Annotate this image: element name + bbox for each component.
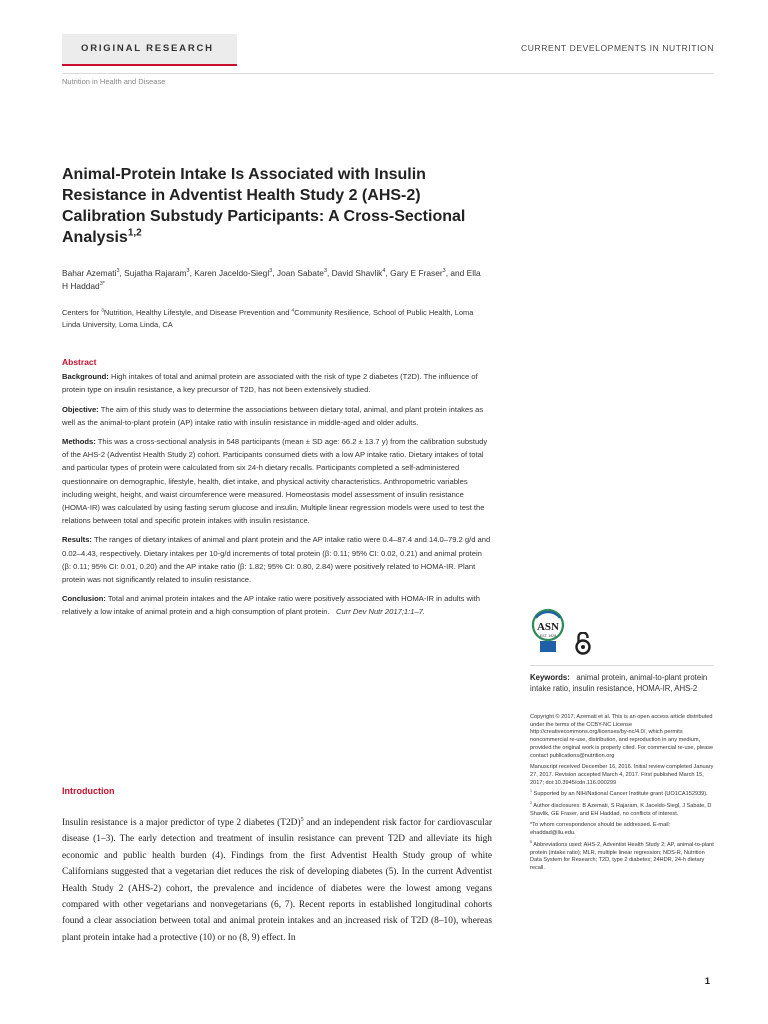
sidebar-notes — [530, 714, 714, 877]
author-separator: , — [385, 268, 391, 278]
introduction-heading: Introduction — [62, 786, 115, 796]
author-affiliation-mark: 3 — [186, 268, 190, 275]
article-title: Animal-Protein Intake Is Associated with Insulin Resistance in Adventist Health Study 2 (AHS-2) Calibration Substudy Participants: A Cross-Sectional Analysis$^{1,2}$ — [62, 166, 466, 246]
author-name: Ella H Haddad — [62, 268, 481, 291]
author-name: Joan Sabate — [276, 268, 324, 278]
author-separator: , — [119, 268, 125, 278]
author-affiliation-mark: 3 — [442, 268, 446, 275]
header-divider — [62, 73, 714, 74]
open-access-icon — [570, 632, 596, 656]
author-name: Karen Jaceldo-Siegl — [194, 268, 270, 278]
sidebar-divider — [530, 665, 714, 666]
abstract — [62, 356, 492, 625]
subject-category: Nutrition in Health and Disease — [62, 77, 166, 86]
author-affiliation-mark: 4 — [382, 268, 386, 275]
author-name: Gary E Fraser — [390, 268, 443, 278]
journal-name: CURRENT DEVELOPMENTS IN NUTRITION — [521, 43, 714, 53]
svg-text:EST. 1928: EST. 1928 — [539, 634, 557, 638]
author-affiliation-mark: 3 — [269, 268, 273, 275]
citation: Curr Dev Nutr 2017;1:1–7. — [335, 607, 426, 617]
author-affiliation-mark: 3 — [323, 268, 327, 275]
author-name: Sujatha Rajaram — [124, 268, 187, 278]
author-name: Bahar Azemati — [62, 268, 117, 278]
asn-logo — [531, 608, 565, 654]
abstract-conclusion: Conclusion: Total and animal protein intakes and the AP intake ratio were positively associated with HOMA-IR in adults with relatively a low intake of animal protein and a high consumption of plant protein. Curr Dev Nutr 2017;1:1–7. — [62, 594, 481, 617]
abstract-background: Background: High intakes of total and animal protein are associated with the risk of type 2 diabetes (T2D). The influence of protein type on insulin resistance, a key precursor of T2D, has not been extensively studied. — [62, 372, 478, 395]
author-separator: , and — [445, 268, 467, 278]
affiliations: Centers for $^3$Nutrition, Healthy Lifestyle, and Disease Prevention and $^4$Community Resilience, School of Public Health, Loma Linda University, Loma Linda, CA — [62, 308, 474, 329]
manuscript-dates: Manuscript received December 16, 2016. Initial review completed January 27, 2017. Revision accepted March 4, 2017. First published March 15, 2017; doi:10.3945/cdn.116.000299 — [530, 764, 714, 786]
author-separator: , — [189, 268, 195, 278]
article-type-label: ORIGINAL RESEARCH — [62, 34, 237, 66]
copyright-notice: Copyright © 2017, Azemati et al. This is an open access article distributed under the terms of the CCBY-NC License http://creativecommons.org/licenses/by-nc/4.0/, which permits noncommercial re-use, distribution, and reproduction in any medium, provided the original work is properly cited. For commercial re-use, please contact publications@nutrition.org — [530, 714, 714, 759]
abstract-heading: Abstract — [62, 357, 97, 367]
title-footnote-marks: 1,2 — [127, 227, 142, 239]
page-number: 1 — [704, 976, 710, 987]
footnote-5: $^5$ Abbreviations used: AHS-2, Adventist Health Study 2; AP, animal-to-plant protein (intake ratio); MLR, multiple linear regression; NDS-R, Nutrition Data System for Research; T2D, type 2 diabetes; 24HDR, 24-h dietary recall. — [530, 839, 714, 871]
correspondence: *To whom correspondence should be addressed. E-mail: ehaddad@llu.edu. — [530, 822, 671, 837]
svg-text:ASN: ASN — [536, 621, 560, 633]
abstract-objective: Objective: The aim of this study was to determine the associations between dietary total, animal, and plant protein intakes as well as the animal-to-plant protein (AP) intake ratio with insulin resistance in middle-aged and older adults. — [62, 404, 484, 427]
footnote-1: $^1$ Supported by an NIH/National Cancer Institute grant (UO1CA152939). — [530, 789, 708, 798]
introduction-paragraph: Insulin resistance is a major predictor of type 2 diabetes $(T2D)^5$ and an independent risk factor for cardiovascular disease (1–3). The early detection and treatment of insulin resistance can prevent T2D and alleviate its high economic and public health burden (4). Findings from the first Adventist Health Study group of white Californians suggested that a vegetarian diet reduces the risk of developing diabetes (5). In the current Adventist Health Study 2 (AHS-2) cohort, the prevalence and incidence of diabetes were the lowest among vegans compared with other vegetarians and nonvegetarians (6, 7). Recent reports in established longitudinal cohorts found a clear association between total and animal protein intakes and an increased risk of T2D (8–10), whereas plant protein intake had a protective (10) or no (8, 9) effect. In — [62, 816, 493, 943]
keywords: Keywords: animal protein, animal-to-plant protein intake ratio, insulin resistance, HOMA-IR, AHS-2 — [530, 673, 708, 693]
abstract-methods: Methods: This was a cross-sectional analysis in 548 participants (mean ± SD age: 66.2 ± 13.7 y) from the calibration substudy of the AHS-2 (Adventist Health Study 2) cohort. Participants consumed diets with a low AP intake ratio. Dietary intakes of total and particular types of protein were calculated from six 24-h dietary recalls. Participants completed a self-administered questionnaire on demographic, lifestyle, health, diet intake, and physical activity characteristics. Anthropometric variables including weight, height, and waist circumference were measured. Homeostasis model assessment of insulin resistance (HOMA-IR) was calculated by using fasting serum glucose and insulin. Multiple linear regression models were used to test the relations between total and specific protein intakes with insulin resistance. — [62, 437, 488, 526]
author-list — [62, 267, 482, 293]
author-affiliation-mark: 3* — [99, 281, 105, 288]
author-affiliation-mark: 3 — [116, 268, 120, 275]
author-separator: , — [326, 268, 332, 278]
abstract-results: Results: The ranges of dietary intakes of animal and plant protein and the AP intake ratio were 0.4–87.4 and 14.0–79.2 g/d and 0.02–4.43, respectively. Dietary intakes per 10-g/d increments of total protein (β: 0.11; 95% CI: 0.02, 0.21) and animal protein (β: 0.11; 95% CI: 0.01, 0.20) and the AP intake ratio (β: 1.82; 95% CI: 0.80, 2.84) were positively related to HOMA-IR. Plant protein was not significantly related to insulin resistance. — [62, 535, 491, 585]
author-name: David Shavlik — [331, 268, 383, 278]
footnote-2: $^2$ Author disclosures: B Azemati, S Rajaram, K Jaceldo-Siegl, J Sabate, D Shavlik, GE Fraser, and EH Haddad, no conflicts of interest. — [530, 801, 712, 817]
author-separator: , — [272, 268, 277, 278]
